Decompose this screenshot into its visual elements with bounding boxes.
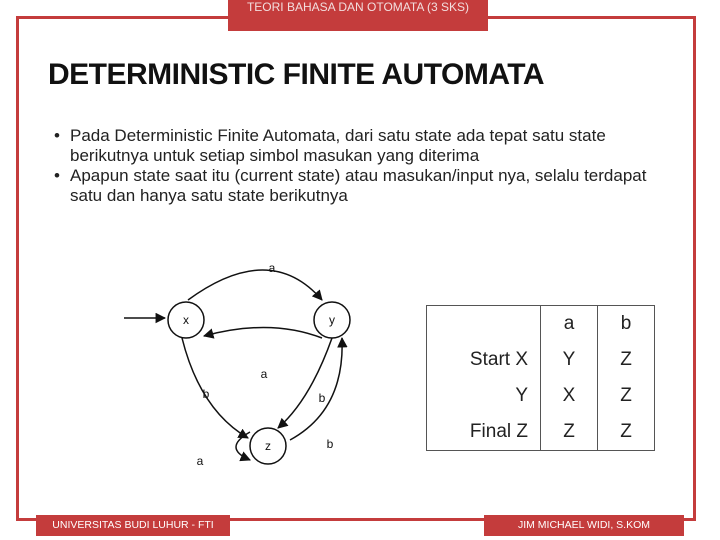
edge-x-to-z — [182, 338, 248, 438]
row-cell-b: Z — [598, 414, 655, 451]
row-cell-b: Z — [598, 342, 655, 378]
state-x-label: x — [183, 313, 189, 327]
edge-y-to-x-label: a — [260, 367, 268, 381]
table-header-a: a — [541, 306, 598, 343]
edge-z-loop-label: a — [196, 454, 204, 468]
table-corner — [427, 306, 541, 343]
row-state: Final Z — [427, 414, 541, 451]
edge-z-to-y-label: b — [326, 437, 334, 451]
table-header-b: b — [598, 306, 655, 343]
row-state: Start X — [427, 342, 541, 378]
course-header: TEORI BAHASA DAN OTOMATA (3 SKS) — [228, 0, 488, 31]
edge-x-to-y — [188, 270, 322, 300]
table-row — [427, 342, 655, 378]
edge-z-loop — [236, 432, 250, 460]
row-cell-a: Y — [541, 342, 598, 378]
bullet-item: • Pada Deterministic Finite Automata, dari satu state ada tepat satu state berikutnya untuk setiap simbol masukan yang diterima — [54, 126, 674, 166]
edge-z-to-y — [290, 338, 342, 440]
state-y-label: y — [329, 313, 335, 327]
state-z-label: z — [265, 439, 271, 453]
slide-title: DETERMINISTIC FINITE AUTOMATA — [48, 58, 545, 91]
table-row — [427, 414, 655, 451]
edge-x-to-z-label: b — [202, 387, 210, 401]
row-cell-a: X — [541, 378, 598, 414]
edge-x-to-y-label: a — [268, 261, 276, 275]
transition-table — [426, 305, 655, 451]
row-cell-a: Z — [541, 414, 598, 451]
footer-author: JIM MICHAEL WIDI, S.KOM — [484, 515, 684, 536]
table-row — [427, 378, 655, 414]
edge-y-to-z — [278, 338, 332, 428]
row-cell-b: Z — [598, 378, 655, 414]
edge-y-to-z-label: b — [318, 391, 326, 405]
footer-university: UNIVERSITAS BUDI LUHUR - FTI — [36, 515, 230, 536]
bullet-item: • Apapun state saat itu (current state) atau masukan/input nya, selalu terdapat satu dan hanya satu state berikutnya — [54, 166, 674, 206]
edge-y-to-x — [204, 327, 322, 338]
row-state: Y — [427, 378, 541, 414]
